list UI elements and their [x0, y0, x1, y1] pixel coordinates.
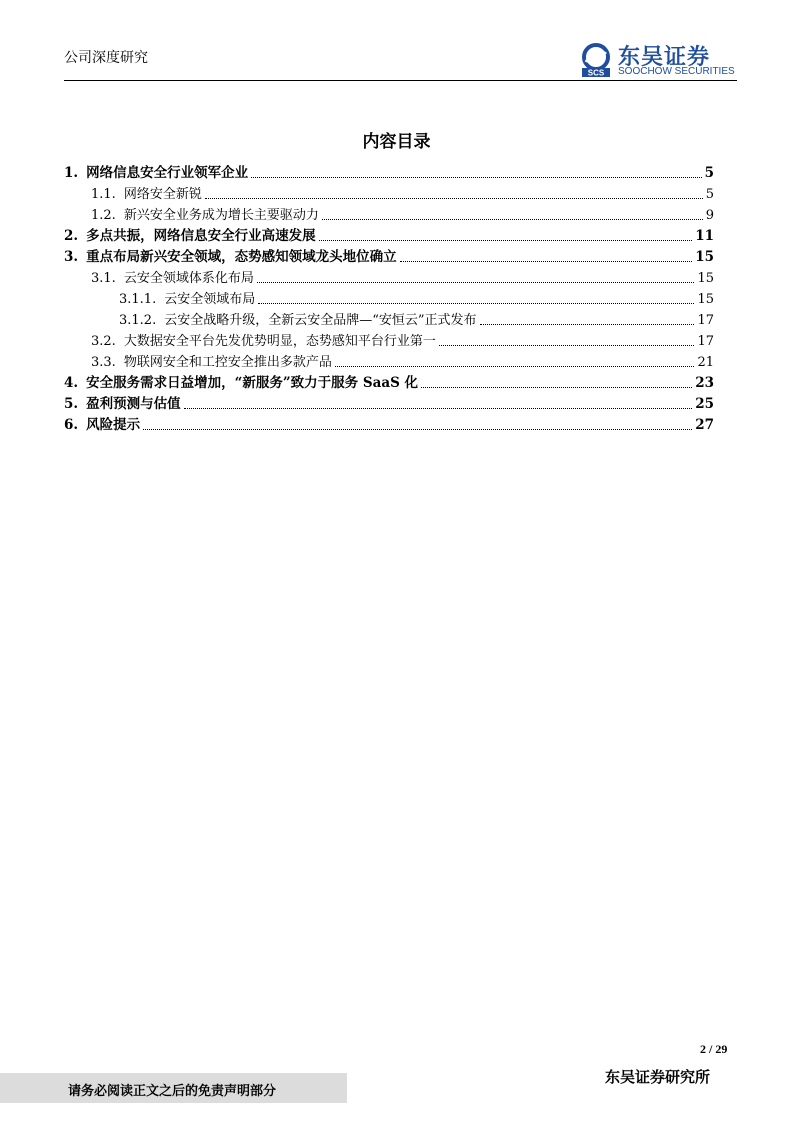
toc-entry-page: 17	[697, 313, 714, 328]
toc-entry-number: 3.	[64, 249, 79, 265]
toc-entry-leader	[335, 366, 695, 367]
toc-entry[interactable]	[64, 328, 714, 349]
toc-entry-title: 多点共振，网络信息安全行业高速发展	[86, 228, 316, 244]
toc-entry-leader	[421, 387, 692, 388]
toc-entry-number: 1.1.	[91, 187, 116, 202]
toc-entry-page: 9	[705, 208, 714, 223]
toc-entry-page: 15	[697, 271, 714, 286]
toc-entry[interactable]	[64, 223, 714, 244]
footer-firm-name: 东吴证券研究所	[605, 1068, 711, 1086]
toc-entry-title: 云安全领域布局	[164, 292, 256, 307]
toc-entry[interactable]	[64, 370, 714, 391]
toc-entry-leader	[143, 429, 692, 430]
toc-entry-title: 重点布局新兴安全领域，态势感知领域龙头地位确立	[86, 249, 397, 265]
report-type-label: 公司深度研究	[64, 50, 148, 66]
toc-entry-leader	[184, 408, 693, 409]
toc-entry-title: 大数据安全平台先发优势明显，态势感知平台行业第一	[123, 334, 436, 349]
toc-entry-leader	[258, 303, 694, 304]
toc-entry[interactable]	[64, 244, 714, 265]
toc-entry-page: 27	[695, 417, 714, 433]
logo-english-name: SOOCHOW SECURITIES	[618, 66, 735, 77]
toc-entry-leader	[205, 198, 703, 199]
toc-entry[interactable]	[64, 391, 714, 412]
soochow-logo-icon	[578, 42, 614, 78]
toc-entry[interactable]	[64, 202, 714, 223]
toc-entry-title: 物联网安全和工控安全推出多款产品	[123, 355, 332, 370]
toc-entry-page: 15	[695, 249, 714, 265]
toc-entry-number: 4.	[64, 375, 79, 391]
logo-mark-text: SCS	[587, 68, 605, 78]
footer-disclaimer: 请务必阅读正文之后的免责声明部分	[68, 1084, 277, 1099]
toc-entry[interactable]	[64, 307, 714, 328]
toc-entry-leader	[439, 345, 695, 346]
toc-entry-leader	[322, 219, 703, 220]
toc-entry-title: 安全服务需求日益增加，“新服务”致力于服务 SaaS 化	[86, 375, 419, 391]
toc-entry-page: 21	[697, 355, 714, 370]
toc-entry[interactable]	[64, 265, 714, 286]
toc-entry-number: 3.1.	[91, 271, 116, 286]
logo-chinese-name: 东吴证券	[618, 45, 711, 70]
toc-entry-leader	[251, 177, 702, 178]
toc-entry[interactable]	[64, 181, 714, 202]
toc-entry-leader	[400, 261, 693, 262]
toc-title: 内容目录	[362, 132, 431, 152]
toc-entry-number: 6.	[64, 417, 79, 433]
toc-entry[interactable]	[64, 286, 714, 307]
toc-entry-page: 25	[695, 396, 714, 412]
page-number: 2 / 29	[700, 1042, 728, 1056]
toc-entry-page: 11	[695, 228, 714, 244]
toc-entry-page: 5	[705, 187, 714, 202]
toc-entry-leader	[480, 324, 695, 325]
toc-entry-page: 15	[697, 292, 714, 307]
toc-entry-leader	[319, 240, 693, 241]
toc-entry-page: 5	[704, 165, 714, 181]
toc-entry[interactable]	[64, 349, 714, 370]
toc-entry-number: 1.2.	[91, 208, 116, 223]
toc-entry-page: 17	[697, 334, 714, 349]
toc-entry-page: 23	[695, 375, 714, 391]
toc-entry-number: 3.3.	[91, 355, 116, 370]
toc-entry-title: 云安全战略升级，全新云安全品牌—“安恒云”正式发布	[164, 313, 477, 328]
toc-entry-number: 5.	[64, 396, 79, 412]
toc-entry-number: 3.1.1.	[119, 292, 157, 307]
toc-entry-number: 3.2.	[91, 334, 116, 349]
toc-entry-title: 风险提示	[86, 417, 141, 433]
toc-entry-title: 网络信息安全行业领军企业	[86, 165, 249, 181]
brand-logo	[578, 42, 738, 78]
toc-entry-title: 盈利预测与估值	[86, 396, 181, 412]
toc-entry-title: 云安全领域体系化布局	[123, 271, 254, 286]
toc-entry-leader	[257, 282, 695, 283]
toc-entry-title: 网络安全新锐	[123, 187, 202, 202]
toc-entry[interactable]	[64, 412, 714, 433]
header-rule	[64, 80, 737, 81]
toc-entry-title: 新兴安全业务成为增长主要驱动力	[123, 208, 319, 223]
toc-entry-number: 2.	[64, 228, 79, 244]
table-of-contents	[64, 160, 714, 433]
toc-entry[interactable]	[64, 160, 714, 181]
toc-entry-number: 3.1.2.	[119, 313, 157, 328]
toc-entry-number: 1.	[64, 165, 79, 181]
